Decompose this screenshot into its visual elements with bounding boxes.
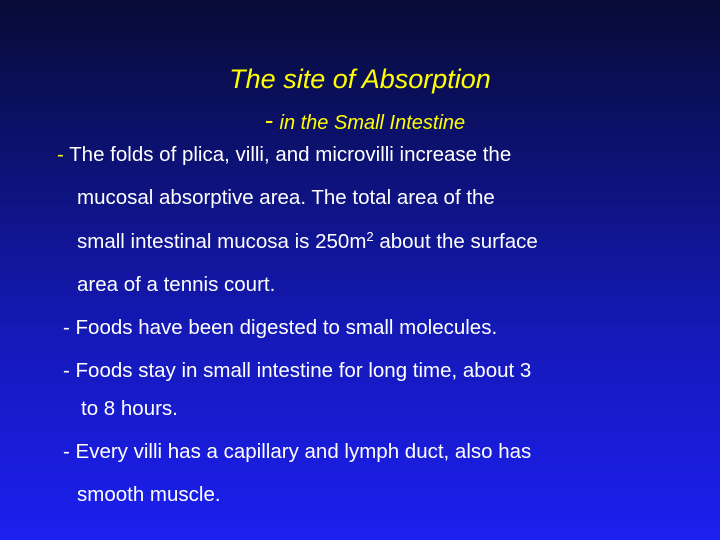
subtitle-dash: - [264, 105, 274, 135]
paragraph-3-line-1: - Foods stay in small intestine for long time, about 3 [63, 359, 532, 382]
paragraph-3-line-2: to 8 hours. [81, 397, 178, 420]
paragraph-1-line-1 [57, 142, 511, 168]
paragraph-1-line-2: mucosal absorptive area. The total area of the [77, 186, 495, 209]
bullet-dash: - [57, 143, 64, 166]
paragraph-1-line-4: area of a tennis court. [77, 273, 276, 296]
paragraph-1-line-1-text: The folds of plica, villi, and microvilli increase the [69, 143, 512, 166]
superscript-2: 2 [366, 229, 374, 244]
paragraph-4-line-1: - Every villi has a capillary and lymph duct, also has [63, 440, 532, 463]
paragraph-1-line-3-start: small intestinal mucosa is 250m [77, 230, 367, 253]
slide-title: The site of Absorption [229, 64, 491, 94]
paragraph-1-line-3 [77, 229, 538, 255]
paragraph-1-line-3-end: about the surface [373, 230, 538, 253]
paragraph-2: - Foods have been digested to small molecules. [63, 316, 498, 339]
paragraph-4-line-2: smooth muscle. [77, 483, 221, 506]
subtitle-text: in the Small Intestine [279, 112, 466, 134]
slide-subtitle [0, 106, 720, 137]
